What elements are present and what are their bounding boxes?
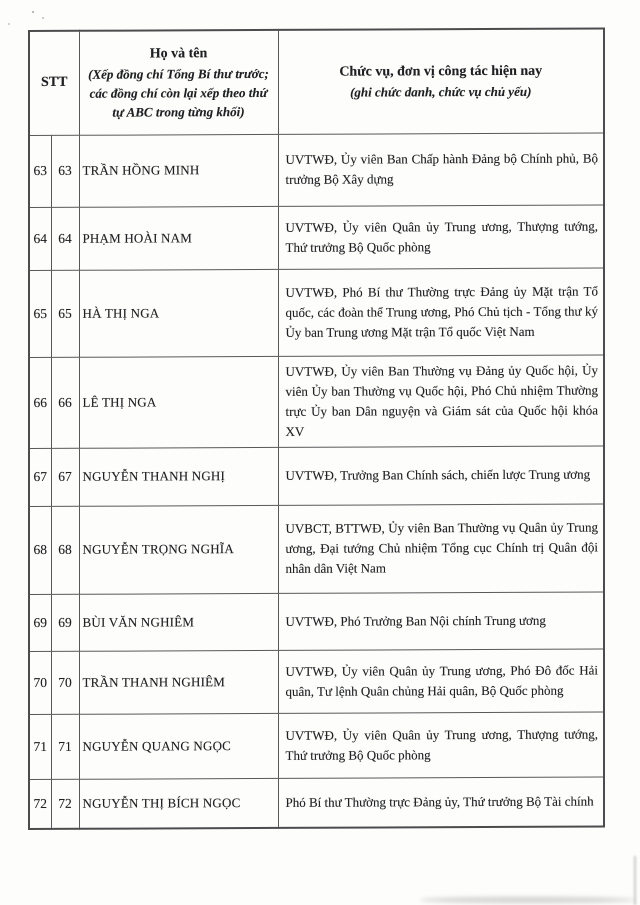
person-position-text: UVTWĐ, Ủy viên Quân ủy Trung ương, Thượng tướng, Thứ trưởng Bộ Quốc phòng [285,218,598,255]
row-number-secondary: 68 [51,506,79,594]
row-number-secondary: 63 [51,135,79,207]
person-position [278,648,604,712]
table-row [29,267,604,357]
table-header [29,28,604,135]
row-number-primary: 66 [29,357,51,448]
person-name: PHẠM HOÀI NAM [79,206,278,270]
table-row [29,354,604,448]
table-row [29,204,604,270]
scan-edge-shadow [634,856,636,905]
table-row [29,591,604,651]
row-number-secondary: 72 [51,779,79,829]
table-row [29,132,604,207]
person-position-text: UVTWĐ, Phó Bí thư Thường trực Đảng ủy Mặt trận Tổ quốc, các đoàn thể Trung ương, Phó Chủ tịch - Tổng thư ký Ủy ban Trung ương Mặt trận Tổ quốc Việt Nam [285,283,598,340]
row-number-primary: 68 [29,506,51,594]
row-number-secondary: 70 [51,651,79,714]
header-row [29,28,604,135]
row-number-primary: 64 [29,207,51,270]
table-row [29,503,604,594]
table-row [29,711,604,779]
officials-table [28,27,605,830]
person-position [278,267,604,355]
person-name: BÙI VĂN NGHIÊM [79,593,278,651]
row-number-secondary: 66 [51,357,79,448]
column-header-name-title: Họ và tên [149,45,208,62]
person-name: TRẦN THANH NGHIÊM [79,650,278,714]
person-name: TRẦN HỒNG MINH [79,134,278,207]
person-position [278,445,604,504]
table-row [29,648,604,714]
person-name: NGUYỄN QUANG NGỌC [79,713,278,779]
table-row [29,445,604,506]
person-name: NGUYỄN THỊ BÍCH NGỌC [79,778,278,829]
person-position-text: UVTWĐ, Trưởng Ban Chính sách, chiến lược Trung ương [285,466,591,483]
column-header-name-subtitle: (Xếp đồng chí Tổng Bí thư trước; các đồng chí còn lại xếp theo thứ tự ABC trong từng khối) [88,65,269,120]
row-number-secondary: 64 [51,207,79,270]
row-number-secondary: 65 [51,270,79,357]
person-position-text: UVTWĐ, Phó Trưởng Ban Nội chính Trung ương [285,612,546,629]
scan-speck [42,17,44,19]
person-position-text: UVTWĐ, Ủy viên Quân ủy Trung ương, Phó Đô đốc Hải quân, Tư lệnh Quân chủng Hải quân, Bộ Quốc phòng [285,662,598,699]
row-number-primary: 70 [29,651,51,714]
table-row [29,776,604,829]
person-position [278,591,604,649]
row-number-primary: 69 [29,594,51,651]
scan-speck [32,11,34,13]
person-name: NGUYỄN THANH NGHỊ [79,447,278,506]
scan-smudge [420,897,635,903]
row-number-primary: 72 [29,779,51,829]
row-number-primary: 71 [29,714,51,779]
person-position-text: UVTWĐ, Ủy viên Quân ủy Trung ương, Thượng tướng, Thứ trưởng Bộ Quốc phòng [285,726,598,763]
person-name: LÊ THỊ NGA [79,356,278,448]
person-position [278,204,604,268]
column-header-position-title: Chức vụ, đơn vị công tác hiện nay [339,63,543,80]
person-position [278,503,604,592]
table-body [29,132,604,829]
row-number-primary: 67 [29,448,51,506]
person-position [278,711,604,777]
row-number-secondary: 71 [51,714,79,779]
row-number-primary: 63 [29,135,51,207]
row-number-secondary: 69 [51,594,79,651]
column-header-position [278,28,604,133]
scan-speck [8,23,10,25]
person-position-text: UVTWĐ, Ủy viên Ban Chấp hành Đảng bộ Chính phủ, Bộ trưởng Bộ Xây dựng [285,150,598,187]
row-number-secondary: 67 [51,448,79,506]
person-position-text: UVTWĐ, Ủy viên Ban Thường vụ Đảng ủy Quốc hội, Ủy viên Ủy ban Thường vụ Quốc hội, Phó Chủ nhiệm Thường trực Ủy ban Dân nguyện và Giám sát của Quốc hội khóa XV [285,362,598,439]
person-position [278,354,604,446]
person-name: HÀ THỊ NGA [79,269,278,357]
person-position [278,776,604,827]
person-position [278,132,604,205]
column-header-stt: STT [29,31,79,135]
column-header-position-subtitle: (ghi chức danh, chức vụ chủ yếu) [350,83,532,100]
row-number-primary: 65 [29,270,51,357]
person-position-text: Phó Bí thư Thường trực Đảng ủy, Thứ trưởng Bộ Tài chính [285,793,594,810]
person-position-text: UVBCT, BTTWĐ, Ủy viên Ban Thường vụ Quân ủy Trung ương, Đại tướng Chủ nhiệm Tổng cục Chính trị Quân đội nhân dân Việt Nam [285,519,598,576]
person-name: NGUYỄN TRỌNG NGHĨA [79,505,278,594]
column-header-name [79,30,278,135]
